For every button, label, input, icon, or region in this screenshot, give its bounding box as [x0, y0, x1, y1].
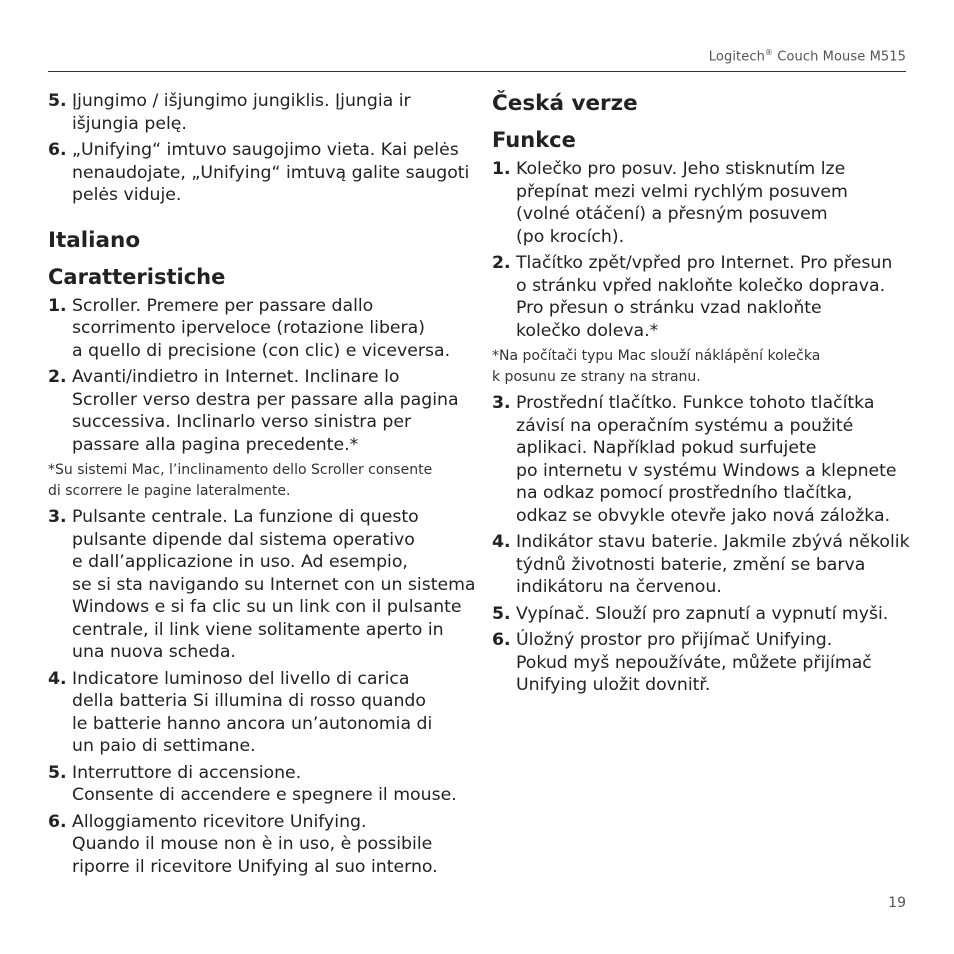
list-number: 5. — [48, 762, 67, 783]
text-line: indikátoru na červenou. — [516, 577, 722, 597]
page-header — [709, 48, 906, 64]
page-number: 19 — [888, 895, 906, 911]
text-line: Vypínač. Slouží pro zapnutí a vypnutí myši. — [516, 603, 889, 624]
list-item — [492, 629, 912, 697]
text-line: aplikaci. Například pokud surfujete — [516, 438, 817, 458]
list-item — [48, 811, 468, 879]
list-number: 5. — [48, 91, 67, 111]
text-line: una nuova scheda. — [72, 642, 236, 662]
footnote-line: *Na počítači typu Mac slouží náklápění kolečka — [492, 348, 821, 364]
text-line: závisí na operačním systému a použité — [516, 415, 854, 436]
list-item — [492, 531, 912, 599]
text-line: (volné otáčení) a přesným posuvem — [516, 204, 828, 224]
text-line: nenaudojate, „Unifying“ imtuvą galite saugoti — [72, 162, 470, 183]
list-text — [72, 90, 468, 135]
text-line: Scroller. Premere per passare dallo — [72, 295, 374, 316]
footnote-line: di scorrere le pagine lateralmente. — [48, 483, 291, 499]
list-text — [516, 531, 912, 599]
product-name: Couch Mouse M515 — [777, 49, 906, 65]
czech-footnote — [492, 346, 912, 388]
list-number: 6. — [48, 140, 67, 160]
list-number: 1. — [492, 159, 511, 179]
text-line: se si sta navigando su Internet con un sistema — [72, 574, 476, 595]
list-text — [516, 158, 912, 248]
text-line: Pokud myš nepoužíváte, můžete přijímač — [516, 652, 872, 673]
text-line: Prostřední tlačítko. Funkce tohoto tlačítka — [516, 393, 875, 413]
list-item — [492, 252, 912, 342]
list-number: 2. — [492, 253, 511, 273]
text-line: Interruttore di accensione. — [72, 762, 302, 783]
list-number: 4. — [48, 668, 67, 689]
list-text — [72, 811, 468, 879]
list-item — [492, 392, 912, 527]
text-line: centrale, il link viene solitamente aperto in — [72, 619, 444, 640]
text-line: successiva. Inclinarlo verso sinistra per — [72, 412, 412, 432]
list-number: 1. — [48, 295, 67, 316]
brand-name: Logitech — [708, 49, 765, 65]
text-line: Quando il mouse non è in uso, è possibile — [72, 834, 433, 854]
list-item — [492, 603, 912, 626]
text-line: Tlačítko zpět/vpřed pro Internet. Pro přesun — [516, 253, 893, 273]
text-line: Windows e si fa clic su un link con il pulsante — [72, 597, 462, 617]
list-number: 6. — [492, 630, 511, 650]
list-item — [48, 506, 476, 664]
list-text — [72, 506, 476, 664]
list-number: 3. — [48, 507, 67, 527]
text-line: Alloggiamento ricevitore Unifying. — [72, 811, 367, 832]
czech-heading: Česká verze — [492, 91, 638, 116]
czech-list-b — [492, 392, 912, 697]
text-line: Įjungimo / išjungimo jungiklis. Įjungia ir — [72, 91, 411, 111]
list-number: 6. — [48, 811, 67, 832]
list-item — [48, 295, 468, 363]
text-line: išjungia pelę. — [72, 113, 187, 134]
list-item — [492, 158, 912, 248]
italian-heading: Italiano — [48, 227, 141, 253]
text-line: a quello di precisione (con clic) e viceversa. — [72, 340, 451, 361]
text-line: Consente di accendere e spegnere il mouse. — [72, 785, 457, 805]
text-line: „Unifying“ imtuvo saugojimo vieta. Kai pelės — [72, 140, 459, 160]
list-text — [516, 629, 912, 697]
lithuanian-list — [48, 90, 468, 207]
text-line: (po krocích). — [516, 226, 625, 247]
list-item — [48, 668, 468, 758]
footnote-line: k posunu ze strany na stranu. — [492, 369, 701, 385]
registered-mark: ® — [764, 48, 774, 57]
text-line: po internetu v systému Windows a klepnete — [516, 460, 897, 481]
text-line: riporre il ricevitore Unifying al suo interno. — [72, 856, 438, 877]
list-text — [72, 668, 468, 758]
text-line: e dall’applicazione in uso. Ad esempio, — [72, 552, 408, 572]
text-line: Unifying uložit dovnitř. — [516, 675, 711, 695]
list-number: 5. — [492, 603, 511, 624]
text-line: Indikátor stavu baterie. Jakmile zbývá několik — [516, 532, 910, 552]
text-line: kolečko doleva.* — [516, 320, 659, 341]
text-line: Pro přesun o stránku vzad nakloňte — [516, 298, 822, 318]
list-number: 4. — [492, 532, 511, 552]
right-column — [492, 90, 912, 701]
list-text — [72, 139, 469, 207]
text-line: le batterie hanno ancora un’autonomia di — [72, 713, 433, 734]
list-item — [48, 762, 468, 807]
text-line: Scroller verso destra per passare alla pagina — [72, 389, 459, 410]
text-line: Pulsante centrale. La funzione di questo — [72, 507, 419, 527]
text-line: passare alla pagina precedente.* — [72, 434, 359, 455]
italian-subheading: Caratteristiche — [48, 264, 226, 289]
list-text — [72, 762, 468, 807]
text-line: týdnů životnosti baterie, změní se barva — [516, 554, 866, 575]
text-line: un paio di settimane. — [72, 736, 256, 756]
list-text — [516, 603, 912, 626]
left-column — [48, 90, 476, 882]
text-line: odkaz se obvykle otevře jako nová záložka. — [516, 505, 891, 526]
text-line: přepínat mezi velmi rychlým posuvem — [516, 181, 848, 202]
italian-list-a — [48, 295, 468, 457]
text-line: Indicatore luminoso del livello di carica — [72, 668, 410, 689]
text-line: della batteria Si illumina di rosso quando — [72, 691, 426, 711]
text-line: scorrimento iperveloce (rotazione libera) — [72, 318, 425, 338]
list-text — [72, 295, 468, 363]
czech-list-a — [492, 158, 912, 342]
text-line: o stránku vpřed nakloňte kolečko doprava. — [516, 275, 886, 296]
list-text — [72, 366, 468, 456]
text-line: Avanti/indietro in Internet. Inclinare lo — [72, 367, 400, 387]
text-line: pelės viduje. — [72, 185, 182, 205]
list-text — [516, 392, 912, 527]
header-rule — [48, 71, 906, 72]
list-number: 3. — [492, 393, 511, 413]
list-text — [516, 252, 912, 342]
list-item — [48, 90, 468, 135]
list-item — [48, 366, 468, 456]
footnote-line: *Su sistemi Mac, l’inclinamento dello Scroller consente — [48, 462, 433, 478]
list-number: 2. — [48, 367, 67, 387]
italian-footnote — [48, 460, 468, 502]
czech-subheading: Funkce — [492, 128, 576, 152]
text-line: Úložný prostor pro přijímač Unifying. — [516, 630, 833, 650]
list-item — [48, 139, 468, 207]
italian-list-b — [48, 506, 476, 878]
text-line: Kolečko pro posuv. Jeho stisknutím lze — [516, 159, 846, 179]
text-line: pulsante dipende dal sistema operativo — [72, 529, 415, 550]
text-line: na odkaz pomocí prostředního tlačítka, — [516, 483, 853, 503]
